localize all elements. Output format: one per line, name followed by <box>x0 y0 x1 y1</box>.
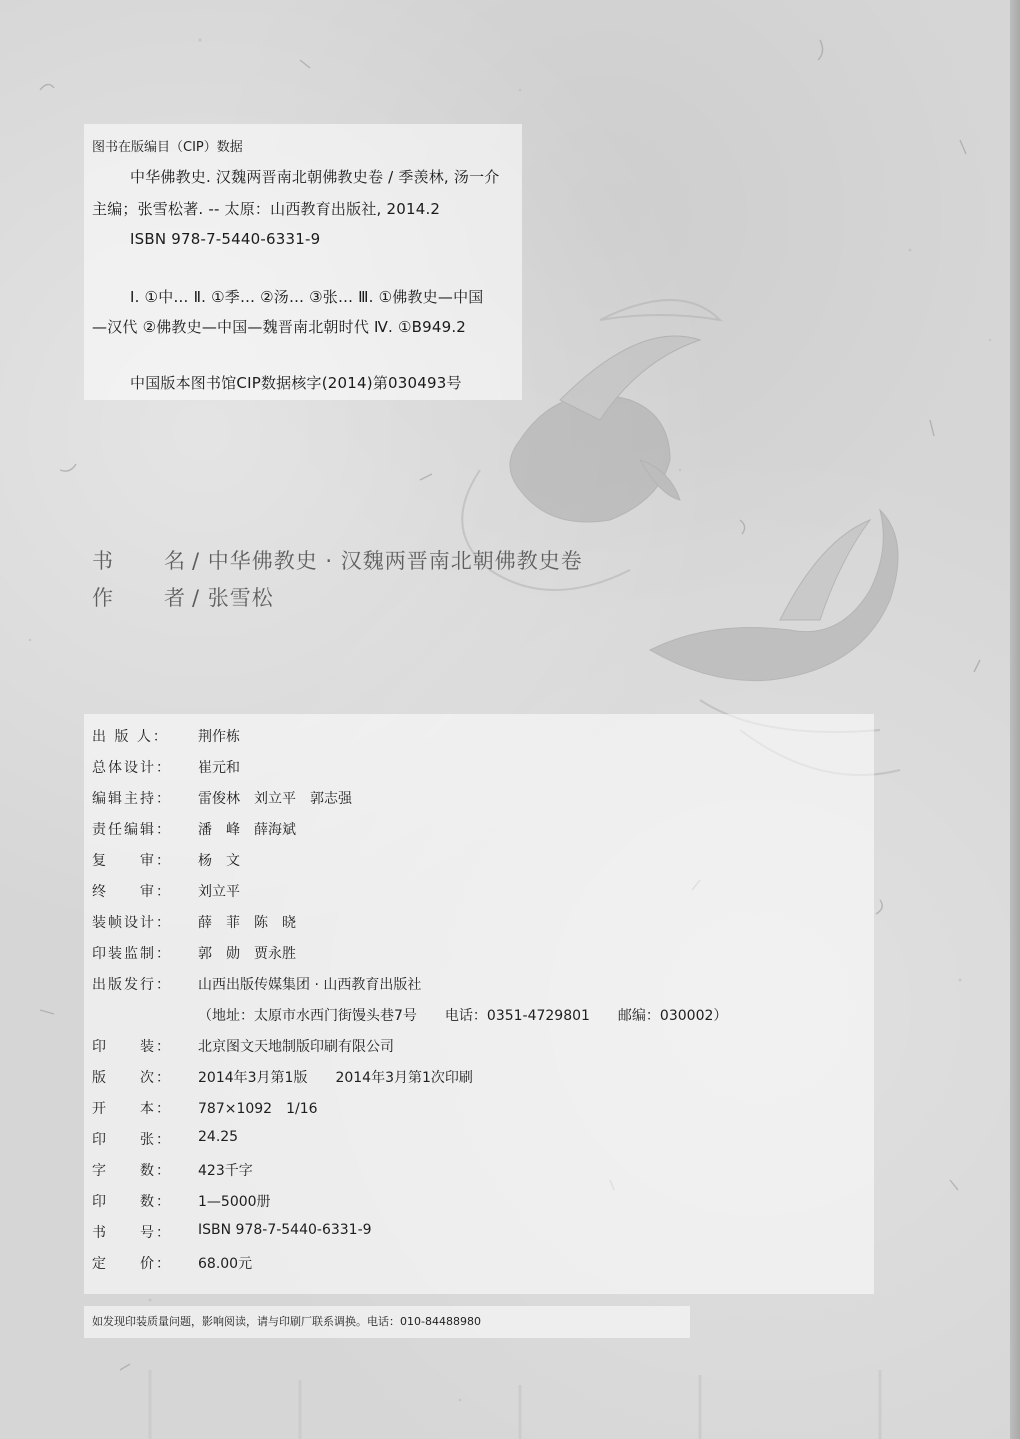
credit-label: 出版发行： <box>92 977 172 993</box>
book-title: / 中华佛教史 · 汉魏两晋南北朝佛教史卷 <box>192 549 583 573</box>
publication-credits <box>84 714 874 1294</box>
credit-value: 雷俊林 刘立平 郭志强 <box>198 791 352 807</box>
credit-label: 出 版 人： <box>92 729 169 745</box>
credit-value: 423千字 <box>198 1163 253 1179</box>
credit-label: 印 数： <box>92 1194 172 1210</box>
credit-label: 编辑主持： <box>92 791 172 807</box>
book-title-label: 名 <box>164 549 186 573</box>
credit-label: 总体设计： <box>92 760 172 776</box>
page-edge <box>1010 0 1020 1439</box>
credit-value: 薛 菲 陈 晓 <box>198 915 296 931</box>
cip-line: 中国版本图书馆CIP数据核字(2014)第030493号 <box>130 374 462 392</box>
credit-value: 1—5000册 <box>198 1194 271 1210</box>
credit-label: 书 号： <box>92 1225 172 1241</box>
book-title-label: 书 <box>92 549 114 573</box>
credit-label: 字 数： <box>92 1163 172 1179</box>
credit-value: 787×1092 1/16 <box>198 1101 318 1117</box>
author-label: 者 <box>164 586 186 610</box>
credit-value: 2014年3月第1版 2014年3月第1次印刷 <box>198 1070 473 1086</box>
credit-label: 印 张： <box>92 1132 172 1148</box>
author-name: / 张雪松 <box>192 586 274 610</box>
credit-label: 版 次： <box>92 1070 172 1086</box>
credit-label: 责任编辑： <box>92 822 172 838</box>
credit-value: 郭 勋 贾永胜 <box>198 946 296 962</box>
cip-line: 主编；张雪松著. -- 太原：山西教育出版社, 2014.2 <box>92 200 441 218</box>
credit-label: 印 装： <box>92 1039 172 1055</box>
cip-data-block <box>84 124 522 400</box>
credit-label: 开 本： <box>92 1101 172 1117</box>
credit-value: 刘立平 <box>198 884 240 900</box>
credit-value: 24.25 <box>198 1129 239 1145</box>
credit-value: ISBN 978-7-5440-6331-9 <box>198 1222 372 1238</box>
cip-header: 图书在版编目（CIP）数据 <box>92 140 243 155</box>
credit-label: 印装监制： <box>92 946 172 962</box>
cip-line: 中华佛教史. 汉魏两晋南北朝佛教史卷 / 季羡林, 汤一介 <box>130 168 500 186</box>
credit-label: 复 审： <box>92 853 172 869</box>
credit-value: 荆作栋 <box>198 729 240 745</box>
credit-value: 68.00元 <box>198 1256 253 1272</box>
credit-label: 装帧设计： <box>92 915 172 931</box>
credit-value: 山西出版传媒集团 · 山西教育出版社 <box>198 977 422 993</box>
credit-value: 杨 文 <box>198 853 240 869</box>
cip-line: Ⅰ. ①中… Ⅱ. ①季… ②汤… ③张… Ⅲ. ①佛教史—中国 <box>130 288 484 306</box>
credit-value: （地址：太原市水西门街馒头巷7号 电话：0351-4729801 邮编：030002） <box>198 1008 728 1024</box>
credit-value: 潘 峰 薛海斌 <box>198 822 296 838</box>
credit-value: 崔元和 <box>198 760 240 776</box>
quality-contact-note: 如发现印装质量问题，影响阅读，请与印刷厂联系调换。电话：010-84488980 <box>84 1306 690 1338</box>
credit-value: 北京图文天地制版印刷有限公司 <box>198 1039 394 1055</box>
cip-line: ISBN 978-7-5440-6331-9 <box>130 230 321 248</box>
author-label: 作 <box>92 586 114 610</box>
credit-label: 定 价： <box>92 1256 172 1272</box>
cip-line: —汉代 ②佛教史—中国—魏晋南北朝时代 Ⅳ. ①B949.2 <box>92 318 467 336</box>
credit-label: 终 审： <box>92 884 172 900</box>
